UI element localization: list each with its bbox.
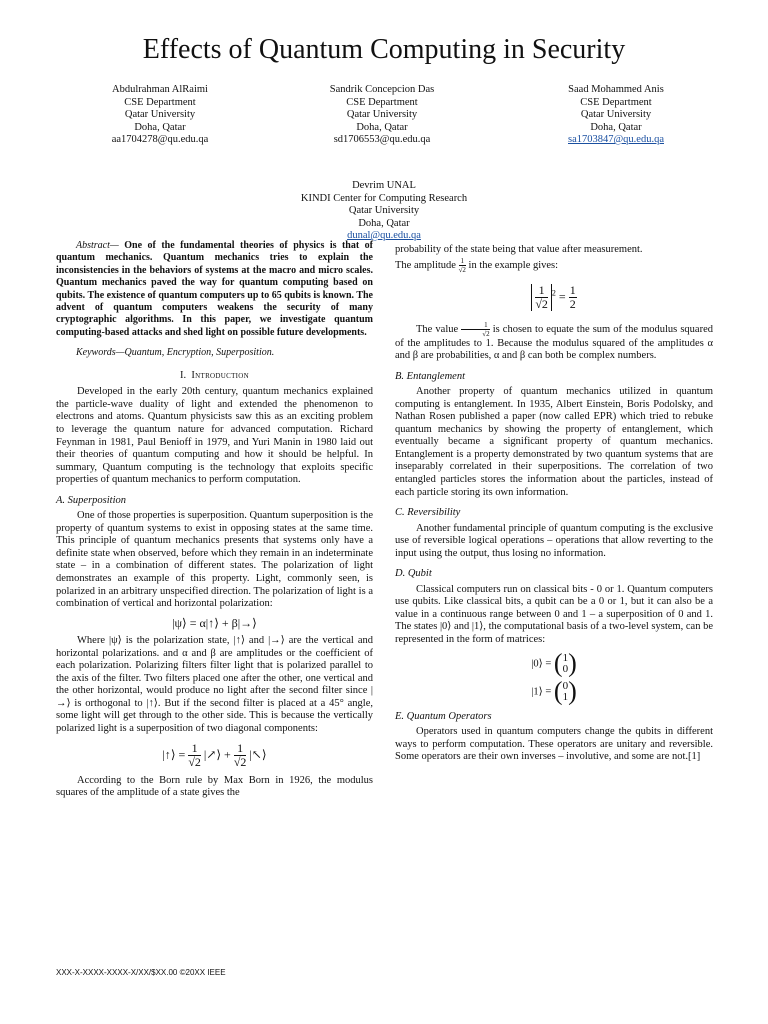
author-city: Doha, Qatar: [358, 217, 410, 229]
subsection-heading-superposition: A. Superposition: [56, 494, 126, 506]
author-name: Devrim UNAL: [352, 180, 416, 191]
author-email-link[interactable]: dunal@qu.edu.qa: [347, 230, 421, 241]
author-dept: CSE Department: [346, 96, 418, 108]
keywords: Keywords—Quantum, Encryption, Superposition.: [76, 347, 275, 359]
author-email: aa1704278@qu.edu.qa: [111, 134, 209, 145]
reversibility-paragraph: Another fundamental principle of quantum computing is the exclusive use of reversible logical operations – operations that allow reverting to the input using the output, thus losing no information.: [395, 522, 713, 559]
superposition-paragraph-2: Where |ψ⟩ is the polarization state, |↑⟩ and |→⟩ are the vertical and horizontal polarizations. and α and β are amplitudes or the coefficient of each polarization. Polarizing filters filter light that is polarized parallel to the axis of the filter. Two filters placed one after the other, one vertical and the other horizontal, would produce no light after the second filter since |→⟩ is orthogonal to |↑⟩. But if the second filter is placed at a 45° angle, some light will get through to the other side. This is because the vertically polarized light is a superposition of two diagonal components:: [56, 635, 373, 735]
author-block-1: [50, 84, 270, 147]
fraction: $\frac{1}{√2}$: [461, 321, 489, 338]
fraction: $\frac{1}{√2}$: [458, 256, 466, 274]
author-dept: CSE Department: [580, 96, 652, 108]
quantum-operators-paragraph: Operators used in quantum computers change the qubits in different ways to perform computation. These operators are unitary and reversible. Some operators are their own inverses – involutive, and some are not.[1]: [395, 726, 713, 763]
author-dept: KINDI Center for Computing Research: [300, 192, 468, 204]
amplitude-line: The amplitude $\frac{1}{√2}$ in the example gives:: [395, 256, 559, 274]
author-name: Sandrik Concepcion Das: [329, 84, 435, 95]
author-email: sd1706553@qu.edu.qa: [333, 134, 431, 145]
superposition-paragraph-3: According to the Born rule by Max Born in 1926, the modulus squares of the amplitude of a state gives the: [56, 774, 373, 799]
author-name: Saad Mohammed Anis: [568, 84, 664, 95]
subsection-heading-reversibility: C. Reversibility: [395, 507, 461, 519]
subsection-heading-qubit: D. Qubit: [395, 568, 432, 580]
equation-polarization: |ψ⟩ = α|↑⟩ + β|→⟩: [172, 615, 257, 630]
section-heading-introduction: I. Introduction: [179, 369, 250, 381]
equation-diagonal: |↑⟩ = $\frac{1}{√2}$ |↗⟩ + $\frac{1}{√2}$ |↖⟩: [162, 740, 267, 769]
equation-probability: $\frac{1}{√2}$ $^2$ = $\frac{1}{2}$: [395, 284, 713, 311]
author-block-3: [506, 84, 726, 147]
fraction: $\frac{1}{√2}$: [188, 740, 201, 769]
author-univ: Qatar University: [348, 205, 420, 216]
entanglement-paragraph: Another property of quantum mechanics utilized in quantum computing is entanglement. In 1935, Albert Einstein, Boris Podolsky, and Nathan Rosen published a paper (now called EPR) which tried to rebuke quantum mechanics by showing the property of entanglement, which eventually became a significant property of quantum mechanics. Entanglement is a property demonstrated by two quantum systems that are inseparably correlated in their superpositions. The correlation of two entangled particles stores the information about the particles, instead of each particle storing its own information.: [395, 386, 713, 498]
abstract: [56, 240, 373, 339]
intro-paragraph: Developed in the early 20th century, quantum mechanics explained the particle-wave duality of light and extended the phenomenon to electrons and atoms. Quantum physicists saw this as an exciting problem to leverage the quantum nature for advanced computation. Richard Feynman in 1981, Paul Benioff in 1979, and Yuri Manin in 1980 laid out their theories of quantum computing and how it should be helpful. In summary, Quantum computing is the technology that exploits specific properties of quantum mechanics to perform computation.: [56, 386, 373, 486]
superposition-paragraph-1: One of those properties is superposition. Quantum superposition is the property of quantum systems to exist in opposing states at the same time. This principle of quantum mechanics presents that systems only have a definite state when observed, before which they remain in an indeterminate state – in a combination of different states. The polarization of light demonstrates an example of this property. Light, commonly seen, is polarized in an arbitrary unspecified direction. The polarization of light is a combination of vertical and horizontal polarization:: [56, 510, 373, 610]
fraction: $\frac{1}{√2}$: [535, 282, 548, 311]
author-block-4: [274, 180, 494, 243]
fraction: $\frac{1}{2}$: [569, 282, 576, 311]
paper-title: Effects of Quantum Computing in Security: [142, 34, 626, 65]
author-name: Abdulrahman AlRaimi: [112, 84, 208, 95]
equation-ket0: |0⟩ = (1 0): [531, 648, 577, 678]
abstract-label: Abstract—: [76, 240, 119, 251]
author-city: Doha, Qatar: [590, 121, 642, 133]
qubit-paragraph: Classical computers run on classical bits - 0 or 1. Quantum computers use qubits. Like classical bits, a qubit can be a 0 or 1, but it can also be a value in a continuous range between 0 and 1 – a superposition of 0 and 1. The states |0⟩ and |1⟩, the computational basis of a two-level system, can be represented in the form of matrices:: [395, 583, 713, 646]
author-univ: Qatar University: [346, 109, 418, 120]
subsection-heading-entanglement: B. Entanglement: [395, 370, 465, 382]
equation-ket1: |1⟩ = (0 1): [531, 676, 577, 706]
abstract-text: One of the fundamental theories of physics is that of quantum mechanics. Quantum mechanics tries to explain the inconsistencies in the behaviors of systems at the macro and micro scales. Quantum mechanics paved the way for quantum computing based on qubits. The existence of quantum computers up to 65 qubits is known. The advent of quantum computers weakens the security of many cryptographic algorithms. In this paper, we investigate quantum computing-based attacks and shed light on possible future developments.: [56, 240, 373, 338]
value-paragraph: The value $\frac{1}{√2}$ is chosen to equate the sum of the modulus squared of the amplitudes to 1. Because the modulus squared of the amplitudes α and β are probabilities, α and β can both be complex numbers.: [395, 320, 713, 362]
right-column: [395, 244, 713, 764]
author-block-2: [272, 84, 492, 147]
left-column: [56, 240, 373, 800]
author-univ: Qatar University: [124, 109, 196, 120]
author-city: Doha, Qatar: [356, 121, 408, 133]
author-email-link[interactable]: sa1703847@qu.edu.qa: [568, 134, 664, 145]
author-city: Doha, Qatar: [134, 121, 186, 133]
copyright-footer: XXX-X-XXXX-XXXX-X/XX/$XX.00 ©20XX IEEE: [56, 968, 226, 977]
subsection-heading-quantum-operators: E. Quantum Operators: [395, 710, 492, 722]
author-dept: CSE Department: [124, 96, 196, 108]
author-univ: Qatar University: [580, 109, 652, 120]
fraction: $\frac{1}{√2}$: [233, 740, 247, 769]
born-rule-continuation: probability of the state being that value after measurement.: [395, 244, 643, 255]
